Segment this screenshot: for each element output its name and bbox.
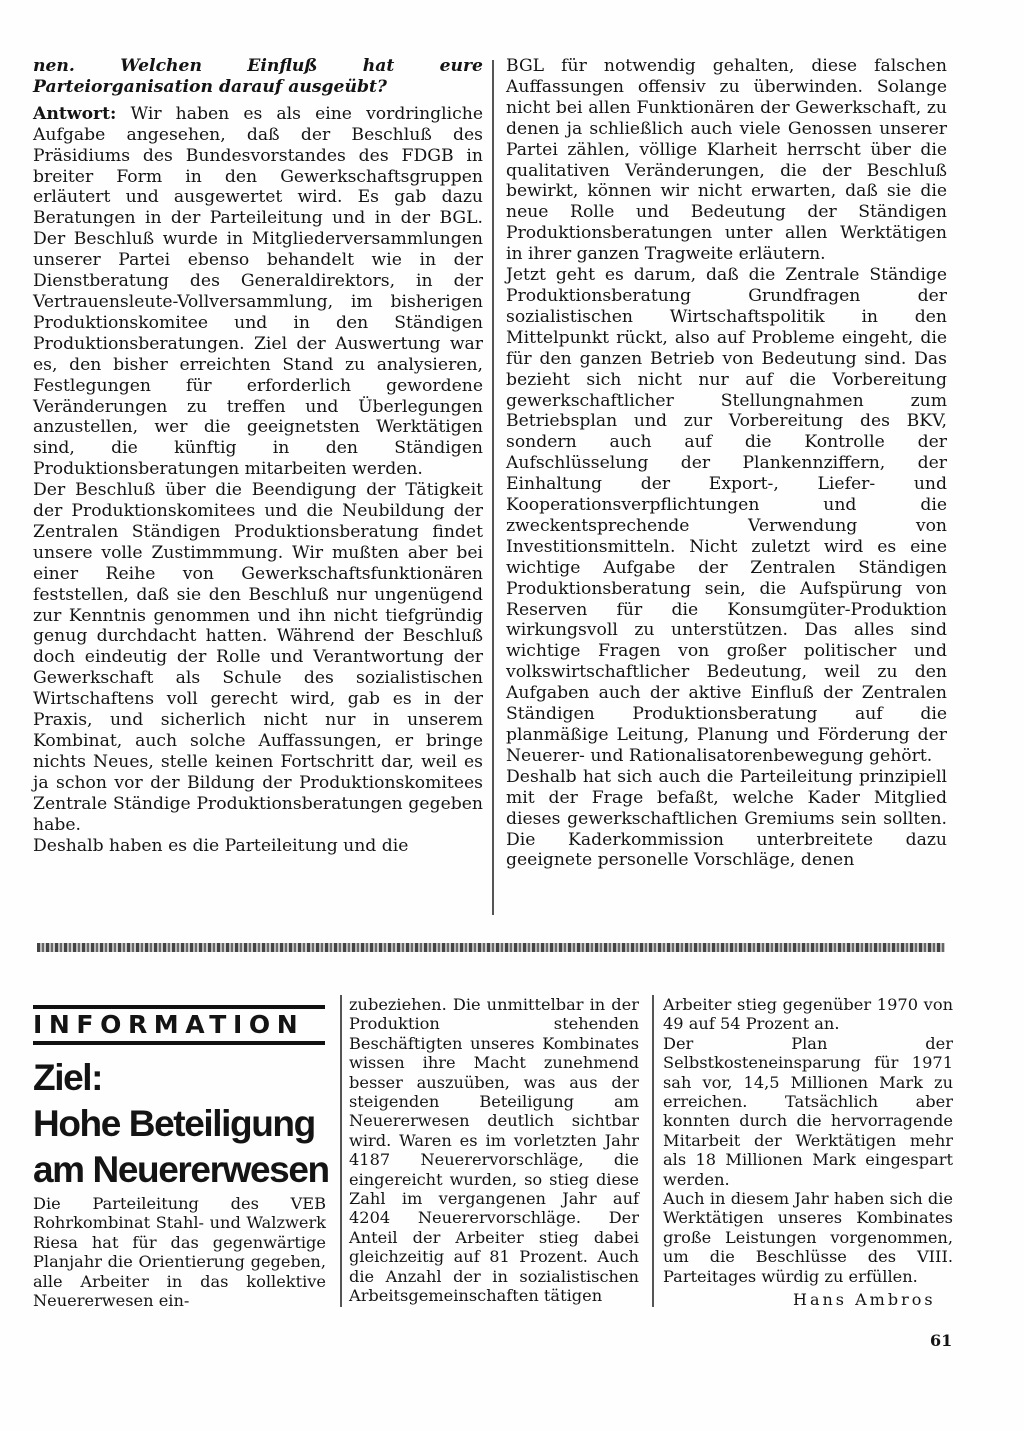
article-column-left xyxy=(33,56,483,856)
info-column-right xyxy=(663,995,953,1286)
column-rule xyxy=(652,995,654,1307)
article-column-right xyxy=(506,56,947,871)
info-column-middle xyxy=(349,995,639,1306)
info-paragraph: zubeziehen. Die unmittelbar in der Produktion stehenden Beschäftigten unseres Kombinates wissen ihre Macht zunehmend besser auszuüben, was aus der steigenden Beteiligung am Neuererwesen deutlich sichtbar wird. Waren es im vorletzten Jahr 4187 Neuerervorschläge, die eingereicht wurden, so stieg diese Zahl im vergangenen Jahr auf 4204 Neuerervorschläge. Der Anteil der Arbeiter stieg dabei gleichzeitig auf 81 Prozent. Auch die Anzahl der in sozialistischen Arbeitsgemeinschaften tätigen xyxy=(349,995,639,1306)
answer-paragraph xyxy=(33,104,483,480)
section-divider xyxy=(37,943,945,952)
headline-line: Ziel: xyxy=(33,1057,103,1098)
information-label: INFORMATION xyxy=(33,1005,325,1045)
info-headline xyxy=(33,1055,333,1193)
article-paragraph: Der Beschluß über die Beendigung der Tätigkeit der Produktionskomitees und die Neubildung der Zentralen Ständigen Produktionsberatung findet unsere volle Zustimmmung. Wir mußten aber bei einer Reihe von Gewerkschaftsfunktionären feststellen, daß sie den Beschluß nur ungenügend zur Kenntnis genommen und ihn nicht tiefgründig genug durchdacht hatten. Während der Beschluß doch eindeutig der Rolle und Verantwortung der Gewerkschaft als Schule des sozialistischen Wirtschaftens voll gerecht wird, gab es in der Praxis, und sicherlich nicht nur in unserem Kombinat, auch solche Auffassungen, er bringe nichts Neues, stelle keinen Fortschritt dar, weil es ja schon vor der Bildung der Produktionskomitees Zentrale Ständige Produktionsberatungen gegeben habe. xyxy=(33,480,483,835)
info-paragraph: Die Parteileitung des VEB Rohrkombinat Stahl- und Walzwerk Riesa hat für das gegenwärtige Planjahr die Orientierung gegeben, alle Arbeiter in das kollektive Neuererwesen ein- xyxy=(33,1194,326,1311)
article-paragraph: Deshalb haben es die Parteileitung und die xyxy=(33,835,409,856)
article-paragraph: Jetzt geht es darum, daß die Zentrale Ständige Produktionsberatung Grundfragen der sozialistischen Wirtschaftspolitik in den Mittelpunkt rückt, also auf Probleme eingeht, die für den ganzen Betrieb von Bedeutung sind. Das bezieht sich nicht nur auf die Vorbereitung gewerkschaftlicher Stellungnahmen zum Betriebsplan und zur Vorbereitung des BKV, sondern auch auf die Kontrolle der Aufschlüsselung der Plankennziffern, der Einhaltung der Export-, Liefer- und Kooperationsverpflichtungen und die zweckentsprechende Verwendung von Investitionsmitteln. Nicht zuletzt wird es eine wichtige Aufgabe der Zentralen Ständigen Produktionsberatung sein, die Aufspürung von Reserven für die Konsumgüter-Produktion wirkungsvoll zu unterstützen. Das alles sind wichtige Fragen von großer politischer und volkswirtschaftlicher Bedeutung, weil zu den Aufgaben auch der aktive Einfluß der Zentralen Ständigen Produktionsberatung auf die planmäßige Leitung, Planung und Förderung der Neuerer- und Rationalisatorenbewegung gehört. xyxy=(506,265,947,766)
article-paragraph: BGL für notwendig gehalten, diese falschen Auffassungen offensiv zu überwinden. Solange nicht bei allen Funktionären der Gewerkschaft, zu denen ja schließlich auch viele Genossen unserer Partei zählen, völlige Klarheit herrscht über die qualitativen Veränderungen, die der Beschluß bewirkt, können wir nicht erwarten, daß sie die neue Rolle und Bedeutung der Ständigen Produktionsberatungen unter allen Werktätigen in ihrer ganzen Tragweite erläutern. xyxy=(506,56,947,265)
interview-question: nen. Welchen Einfluß hat eure Parteiorganisation darauf ausgeübt? xyxy=(33,56,483,97)
author-name: Hans Ambros xyxy=(793,1290,936,1309)
column-rule xyxy=(492,60,494,915)
headline-line: am Neuererwesen xyxy=(33,1149,329,1190)
column-rule xyxy=(340,995,342,1307)
info-paragraph: Arbeiter stieg gegenüber 1970 von 49 auf 54 Prozent an. xyxy=(663,995,953,1034)
info-paragraph: Der Plan der Selbstkosteneinsparung für 1971 sah vor, 14,5 Millionen Mark zu erreichen. Tatsächlich aber konnten durch die hervorragende Mitarbeit der Werktätigen mehr als 18 Millionen Mark eingespart werden. xyxy=(663,1033,953,1189)
answer-label: Antwort: xyxy=(33,103,117,124)
page-number: 61 xyxy=(930,1331,953,1350)
headline-line: Hohe Beteiligung xyxy=(33,1103,315,1144)
article-paragraph: Deshalb hat sich auch die Parteileitung prinzipiell mit der Frage befaßt, welche Kader Mitglied dieses gewerkschaftlichen Gremiums sein sollten. Die Kaderkommission unterbreitete dazu geeignete personelle Vorschläge, denen xyxy=(506,766,947,871)
info-column-left xyxy=(33,1194,326,1310)
info-paragraph: Auch in diesem Jahr haben sich die Werktätigen unseres Kombinates große Leistungen vorgenommen, um die Beschlüsse des VIII. Parteitages würdig zu erfüllen. xyxy=(663,1189,953,1286)
answer-text: Wir haben es als eine vordringliche Aufgabe angesehen, daß der Beschluß des Präsidiums des Bundesvorstandes des FDGB in breiter Form in den Gewerkschaftsgruppen erläutert und ausgewertet wird. Es gab dazu Beratungen in der Parteileitung und in der BGL. Der Beschluß wurde in Mitgliederversammlungen unserer Partei ebenso behandelt wie in der Dienstberatung des Generaldirektors, in der Vertrauensleute-Vollversammlung, im bisherigen Produktionskomitee und in den Ständigen Produktionsberatungen. Ziel der Auswertung war es, den bisher erreichten Stand zu analysieren, Festlegungen für erforderlich gewordene Veränderungen zu treffen und Überlegungen anzustellen, wer die geeignetsten Werktätigen sind, die künftig in den Ständigen Produktionsberatungen mitarbeiten werden. xyxy=(33,103,484,480)
